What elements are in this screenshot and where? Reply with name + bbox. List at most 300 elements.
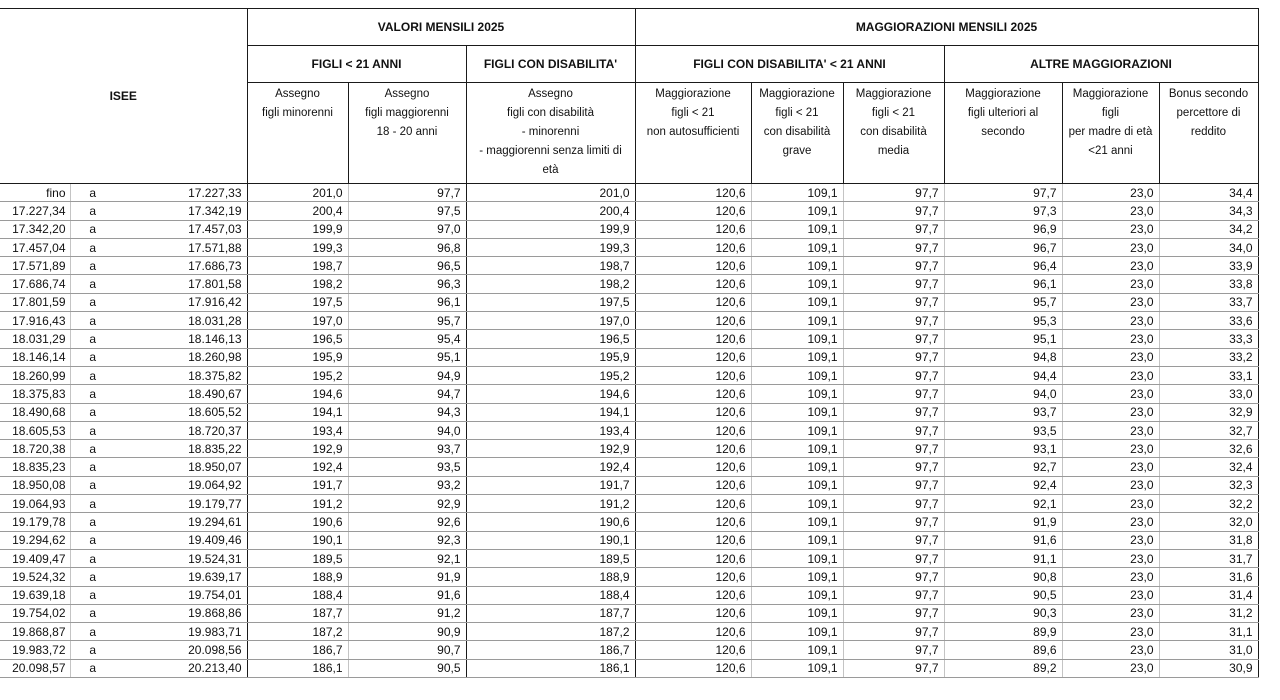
isee-from-cell: 19.983,72 (0, 641, 70, 659)
isee-from-cell: 18.260,99 (0, 366, 70, 384)
value-cell: 93,5 (944, 421, 1062, 439)
table-row (0, 549, 1258, 567)
value-cell: 33,3 (1159, 330, 1258, 348)
value-cell: 90,5 (944, 586, 1062, 604)
value-cell: 109,1 (751, 549, 843, 567)
value-cell: 95,4 (348, 330, 466, 348)
value-cell: 97,5 (348, 202, 466, 220)
isee-from-cell: 19.064,93 (0, 495, 70, 513)
value-cell: 23,0 (1062, 293, 1159, 311)
value-cell: 186,1 (466, 659, 635, 677)
isee-separator-cell: a (70, 257, 115, 275)
table-row (0, 513, 1258, 531)
isee-to-cell: 18.605,52 (115, 403, 247, 421)
value-cell: 23,0 (1062, 348, 1159, 366)
valori-mensili-header: VALORI MENSILI 2025 (247, 9, 635, 46)
value-cell: 195,9 (247, 348, 348, 366)
value-cell: 109,1 (751, 495, 843, 513)
value-cell: 31,4 (1159, 586, 1258, 604)
isee-to-cell: 17.227,33 (115, 184, 247, 202)
value-cell: 186,7 (247, 641, 348, 659)
value-cell: 120,6 (635, 403, 751, 421)
value-cell: 188,9 (247, 568, 348, 586)
isee-to-cell: 19.524,31 (115, 549, 247, 567)
value-cell: 97,7 (843, 220, 944, 238)
value-cell: 188,9 (466, 568, 635, 586)
value-cell: 32,6 (1159, 440, 1258, 458)
value-cell: 92,7 (944, 458, 1062, 476)
value-cell: 187,2 (466, 623, 635, 641)
value-cell: 190,6 (247, 513, 348, 531)
value-cell: 195,2 (247, 366, 348, 384)
value-cell: 97,7 (843, 549, 944, 567)
value-cell: 120,6 (635, 238, 751, 256)
value-cell: 109,1 (751, 586, 843, 604)
value-cell: 191,2 (466, 495, 635, 513)
value-cell: 120,6 (635, 385, 751, 403)
value-cell: 91,6 (944, 531, 1062, 549)
isee-separator-cell: a (70, 403, 115, 421)
value-cell: 97,7 (843, 385, 944, 403)
value-cell: 199,9 (247, 220, 348, 238)
col-header-bonus-secondo-percettore: Bonus secondo percettore di reddito (1159, 83, 1258, 184)
table-row (0, 293, 1258, 311)
isee-to-cell: 18.720,37 (115, 421, 247, 439)
table-row (0, 275, 1258, 293)
col-header-magg-madre-under-21: Maggiorazione figli per madre di età <21 anni (1062, 83, 1159, 184)
value-cell: 31,8 (1159, 531, 1258, 549)
value-cell: 94,0 (944, 385, 1062, 403)
isee-from-cell: 17.342,20 (0, 220, 70, 238)
value-cell: 31,1 (1159, 623, 1258, 641)
value-cell: 30,9 (1159, 659, 1258, 677)
isee-from-cell: 18.720,38 (0, 440, 70, 458)
value-cell: 109,1 (751, 257, 843, 275)
isee-to-cell: 18.950,07 (115, 458, 247, 476)
value-cell: 109,1 (751, 385, 843, 403)
value-cell: 93,2 (348, 476, 466, 494)
value-cell: 31,0 (1159, 641, 1258, 659)
value-cell: 33,0 (1159, 385, 1258, 403)
isee-separator-cell: a (70, 586, 115, 604)
value-cell: 94,0 (348, 421, 466, 439)
value-cell: 187,2 (247, 623, 348, 641)
isee-separator-cell: a (70, 421, 115, 439)
value-cell: 90,3 (944, 604, 1062, 622)
value-cell: 199,9 (466, 220, 635, 238)
isee-separator-cell: a (70, 312, 115, 330)
value-cell: 23,0 (1062, 495, 1159, 513)
value-cell: 97,7 (843, 495, 944, 513)
value-cell: 23,0 (1062, 421, 1159, 439)
value-cell: 191,2 (247, 495, 348, 513)
isee-separator-cell: a (70, 385, 115, 403)
value-cell: 97,7 (843, 257, 944, 275)
value-cell: 109,1 (751, 458, 843, 476)
value-cell: 109,1 (751, 641, 843, 659)
table-row (0, 604, 1258, 622)
value-cell: 120,6 (635, 623, 751, 641)
isee-to-cell: 20.213,40 (115, 659, 247, 677)
isee-to-cell: 19.294,61 (115, 513, 247, 531)
value-cell: 33,6 (1159, 312, 1258, 330)
isee-from-cell: 18.490,68 (0, 403, 70, 421)
isee-to-cell: 19.064,92 (115, 476, 247, 494)
col-header-magg-figli-ulteriori: Maggiorazione figli ulteriori al secondo (944, 83, 1062, 184)
value-cell: 97,7 (843, 366, 944, 384)
value-cell: 23,0 (1062, 184, 1159, 202)
isee-to-cell: 18.375,82 (115, 366, 247, 384)
value-cell: 189,5 (466, 549, 635, 567)
value-cell: 92,1 (348, 549, 466, 567)
isee-separator-cell: a (70, 220, 115, 238)
value-cell: 193,4 (247, 421, 348, 439)
isee-from-cell: 18.605,53 (0, 421, 70, 439)
isee-to-cell: 18.490,67 (115, 385, 247, 403)
isee-from-cell: 17.227,34 (0, 202, 70, 220)
value-cell: 33,2 (1159, 348, 1258, 366)
value-cell: 32,0 (1159, 513, 1258, 531)
isee-to-cell: 18.146,13 (115, 330, 247, 348)
value-cell: 23,0 (1062, 220, 1159, 238)
value-cell: 95,7 (944, 293, 1062, 311)
value-cell: 23,0 (1062, 476, 1159, 494)
value-cell: 192,4 (466, 458, 635, 476)
value-cell: 97,7 (843, 312, 944, 330)
isee-separator-cell: a (70, 440, 115, 458)
value-cell: 187,7 (466, 604, 635, 622)
value-cell: 120,6 (635, 440, 751, 458)
maggiorazioni-mensili-header: MAGGIORAZIONI MENSILI 2025 (635, 9, 1258, 46)
value-cell: 90,8 (944, 568, 1062, 586)
isee-to-cell: 19.868,86 (115, 604, 247, 622)
value-cell: 93,7 (348, 440, 466, 458)
value-cell: 34,2 (1159, 220, 1258, 238)
value-cell: 97,7 (843, 641, 944, 659)
value-cell: 97,7 (843, 513, 944, 531)
value-cell: 97,7 (843, 184, 944, 202)
value-cell: 33,1 (1159, 366, 1258, 384)
table-row (0, 238, 1258, 256)
value-cell: 95,1 (944, 330, 1062, 348)
isee-to-cell: 20.098,56 (115, 641, 247, 659)
col-header-magg-disabilita-media: Maggiorazione figli < 21 con disabilità media (843, 83, 944, 184)
table-row (0, 641, 1258, 659)
value-cell: 109,1 (751, 202, 843, 220)
isee-from-cell: 19.179,78 (0, 513, 70, 531)
table-row (0, 568, 1258, 586)
value-cell: 120,6 (635, 421, 751, 439)
isee-to-cell: 17.801,58 (115, 275, 247, 293)
value-cell: 31,7 (1159, 549, 1258, 567)
value-cell: 91,2 (348, 604, 466, 622)
value-cell: 109,1 (751, 312, 843, 330)
value-cell: 97,7 (843, 586, 944, 604)
value-cell: 97,7 (843, 476, 944, 494)
value-cell: 95,1 (348, 348, 466, 366)
isee-from-cell: 19.294,62 (0, 531, 70, 549)
value-cell: 97,7 (843, 238, 944, 256)
value-cell: 97,7 (944, 184, 1062, 202)
value-cell: 120,6 (635, 330, 751, 348)
value-cell: 196,5 (466, 330, 635, 348)
value-cell: 109,1 (751, 275, 843, 293)
table-row (0, 202, 1258, 220)
isee-from-cell: 17.457,04 (0, 238, 70, 256)
value-cell: 109,1 (751, 568, 843, 586)
value-cell: 94,9 (348, 366, 466, 384)
table-row (0, 348, 1258, 366)
col-header-magg-disabilita-grave: Maggiorazione figli < 21 con disabilità grave (751, 83, 843, 184)
value-cell: 97,3 (944, 202, 1062, 220)
table-row (0, 257, 1258, 275)
value-cell: 23,0 (1062, 385, 1159, 403)
value-cell: 109,1 (751, 604, 843, 622)
isee-separator-cell: a (70, 348, 115, 366)
table-row (0, 531, 1258, 549)
value-cell: 23,0 (1062, 238, 1159, 256)
value-cell: 91,6 (348, 586, 466, 604)
value-cell: 120,6 (635, 549, 751, 567)
isee-values-table (0, 8, 1259, 678)
value-cell: 23,0 (1062, 513, 1159, 531)
isee-header: ISEE (0, 9, 247, 184)
value-cell: 23,0 (1062, 568, 1159, 586)
isee-separator-cell: a (70, 202, 115, 220)
table-row (0, 476, 1258, 494)
value-cell: 96,9 (944, 220, 1062, 238)
value-cell: 120,6 (635, 257, 751, 275)
value-cell: 191,7 (466, 476, 635, 494)
isee-to-cell: 19.983,71 (115, 623, 247, 641)
isee-separator-cell: a (70, 275, 115, 293)
value-cell: 23,0 (1062, 641, 1159, 659)
value-cell: 200,4 (466, 202, 635, 220)
value-cell: 23,0 (1062, 366, 1159, 384)
value-cell: 120,6 (635, 586, 751, 604)
table-row (0, 366, 1258, 384)
value-cell: 109,1 (751, 403, 843, 421)
value-cell: 97,7 (843, 202, 944, 220)
value-cell: 97,0 (348, 220, 466, 238)
value-cell: 91,9 (944, 513, 1062, 531)
value-cell: 34,4 (1159, 184, 1258, 202)
value-cell: 94,3 (348, 403, 466, 421)
table-row (0, 184, 1258, 202)
value-cell: 96,5 (348, 257, 466, 275)
value-cell: 94,8 (944, 348, 1062, 366)
value-cell: 188,4 (466, 586, 635, 604)
value-cell: 89,9 (944, 623, 1062, 641)
value-cell: 32,3 (1159, 476, 1258, 494)
value-cell: 191,7 (247, 476, 348, 494)
value-cell: 97,7 (843, 659, 944, 677)
table-row (0, 495, 1258, 513)
value-cell: 194,6 (466, 385, 635, 403)
value-cell: 109,1 (751, 440, 843, 458)
value-cell: 91,1 (944, 549, 1062, 567)
value-cell: 192,9 (466, 440, 635, 458)
isee-separator-cell: a (70, 568, 115, 586)
value-cell: 97,7 (843, 403, 944, 421)
value-cell: 194,1 (466, 403, 635, 421)
value-cell: 120,6 (635, 568, 751, 586)
value-cell: 120,6 (635, 275, 751, 293)
value-cell: 120,6 (635, 659, 751, 677)
isee-separator-cell: a (70, 458, 115, 476)
isee-to-cell: 17.457,03 (115, 220, 247, 238)
value-cell: 120,6 (635, 604, 751, 622)
value-cell: 198,7 (466, 257, 635, 275)
isee-from-cell: 20.098,57 (0, 659, 70, 677)
value-cell: 120,6 (635, 495, 751, 513)
value-cell: 90,9 (348, 623, 466, 641)
figli-under-21-header: FIGLI < 21 ANNI (247, 46, 466, 83)
isee-from-cell: 18.950,08 (0, 476, 70, 494)
value-cell: 188,4 (247, 586, 348, 604)
isee-to-cell: 19.639,17 (115, 568, 247, 586)
value-cell: 120,6 (635, 531, 751, 549)
value-cell: 23,0 (1062, 202, 1159, 220)
value-cell: 92,3 (348, 531, 466, 549)
isee-separator-cell: a (70, 495, 115, 513)
value-cell: 32,9 (1159, 403, 1258, 421)
value-cell: 23,0 (1062, 312, 1159, 330)
isee-from-cell: 17.801,59 (0, 293, 70, 311)
value-cell: 187,7 (247, 604, 348, 622)
value-cell: 97,7 (843, 421, 944, 439)
value-cell: 33,7 (1159, 293, 1258, 311)
value-cell: 109,1 (751, 513, 843, 531)
isee-from-cell: 17.916,43 (0, 312, 70, 330)
isee-to-cell: 18.031,28 (115, 312, 247, 330)
value-cell: 32,4 (1159, 458, 1258, 476)
table-row (0, 312, 1258, 330)
value-cell: 190,1 (466, 531, 635, 549)
isee-to-cell: 17.342,19 (115, 202, 247, 220)
isee-from-cell: 19.524,32 (0, 568, 70, 586)
value-cell: 186,1 (247, 659, 348, 677)
value-cell: 89,6 (944, 641, 1062, 659)
value-cell: 199,3 (247, 238, 348, 256)
value-cell: 109,1 (751, 476, 843, 494)
value-cell: 94,4 (944, 366, 1062, 384)
value-cell: 33,8 (1159, 275, 1258, 293)
figli-disabilita-under-21-header: FIGLI CON DISABILITA' < 21 ANNI (635, 46, 944, 83)
value-cell: 198,7 (247, 257, 348, 275)
value-cell: 194,1 (247, 403, 348, 421)
value-cell: 194,6 (247, 385, 348, 403)
isee-to-cell: 19.409,46 (115, 531, 247, 549)
value-cell: 192,9 (247, 440, 348, 458)
col-header-magg-non-autosufficienti: Maggiorazione figli < 21 non autosufficienti (635, 83, 751, 184)
table-row (0, 586, 1258, 604)
table-row (0, 385, 1258, 403)
value-cell: 23,0 (1062, 440, 1159, 458)
value-cell: 89,2 (944, 659, 1062, 677)
value-cell: 195,2 (466, 366, 635, 384)
value-cell: 199,3 (466, 238, 635, 256)
value-cell: 96,8 (348, 238, 466, 256)
isee-separator-cell: a (70, 623, 115, 641)
isee-from-cell: 18.835,23 (0, 458, 70, 476)
value-cell: 120,6 (635, 641, 751, 659)
altre-maggiorazioni-header: ALTRE MAGGIORAZIONI (944, 46, 1258, 83)
value-cell: 34,3 (1159, 202, 1258, 220)
value-cell: 201,0 (466, 184, 635, 202)
isee-separator-cell: a (70, 659, 115, 677)
value-cell: 96,3 (348, 275, 466, 293)
col-header-assegno-maggiorenni: Assegno figli maggiorenni 18 - 20 anni (348, 83, 466, 184)
value-cell: 109,1 (751, 184, 843, 202)
value-cell: 97,7 (843, 568, 944, 586)
isee-from-cell: 18.375,83 (0, 385, 70, 403)
isee-from-cell: 17.571,89 (0, 257, 70, 275)
isee-separator-cell: a (70, 330, 115, 348)
value-cell: 90,5 (348, 659, 466, 677)
isee-from-cell: 17.686,74 (0, 275, 70, 293)
value-cell: 120,6 (635, 202, 751, 220)
value-cell: 195,9 (466, 348, 635, 366)
assegno-unico-table-sheet (0, 8, 1259, 678)
value-cell: 92,6 (348, 513, 466, 531)
value-cell: 97,7 (843, 330, 944, 348)
value-cell: 23,0 (1062, 330, 1159, 348)
isee-from-cell: 19.868,87 (0, 623, 70, 641)
isee-separator-cell: a (70, 604, 115, 622)
value-cell: 109,1 (751, 366, 843, 384)
value-cell: 197,5 (247, 293, 348, 311)
value-cell: 95,3 (944, 312, 1062, 330)
isee-separator-cell: a (70, 531, 115, 549)
value-cell: 97,7 (843, 604, 944, 622)
value-cell: 197,5 (466, 293, 635, 311)
table-row (0, 458, 1258, 476)
value-cell: 97,7 (843, 623, 944, 641)
value-cell: 96,1 (944, 275, 1062, 293)
value-cell: 23,0 (1062, 623, 1159, 641)
value-cell: 109,1 (751, 421, 843, 439)
value-cell: 120,6 (635, 348, 751, 366)
table-row (0, 403, 1258, 421)
value-cell: 92,4 (944, 476, 1062, 494)
value-cell: 109,1 (751, 293, 843, 311)
value-cell: 192,4 (247, 458, 348, 476)
isee-separator-cell: a (70, 476, 115, 494)
value-cell: 198,2 (247, 275, 348, 293)
value-cell: 23,0 (1062, 659, 1159, 677)
isee-separator-cell: a (70, 184, 115, 202)
value-cell: 198,2 (466, 275, 635, 293)
value-cell: 109,1 (751, 220, 843, 238)
isee-from-cell: 18.031,29 (0, 330, 70, 348)
value-cell: 197,0 (466, 312, 635, 330)
isee-separator-cell: a (70, 293, 115, 311)
value-cell: 23,0 (1062, 257, 1159, 275)
value-cell: 93,7 (944, 403, 1062, 421)
value-cell: 33,9 (1159, 257, 1258, 275)
value-cell: 109,1 (751, 238, 843, 256)
value-cell: 31,2 (1159, 604, 1258, 622)
value-cell: 23,0 (1062, 531, 1159, 549)
value-cell: 120,6 (635, 220, 751, 238)
value-cell: 193,4 (466, 421, 635, 439)
value-cell: 23,0 (1062, 604, 1159, 622)
value-cell: 92,9 (348, 495, 466, 513)
value-cell: 97,7 (843, 275, 944, 293)
value-cell: 109,1 (751, 330, 843, 348)
col-header-assegno-minorenni: Assegno figli minorenni (247, 83, 348, 184)
